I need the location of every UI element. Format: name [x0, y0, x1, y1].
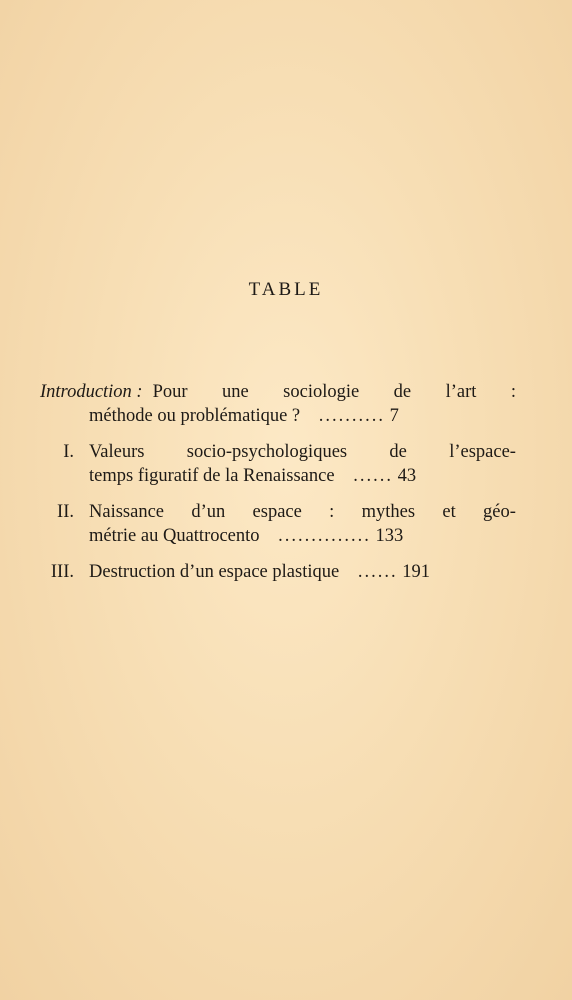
toc-entry-introduction	[40, 380, 516, 428]
toc-entry-chapter-2	[40, 500, 516, 548]
page-title: TABLE	[248, 279, 324, 300]
toc-page-number: 191	[402, 562, 430, 582]
toc-leader-dots: ......	[357, 562, 398, 582]
toc-entry-line	[89, 404, 516, 428]
toc-leader-dots: ..............	[278, 526, 371, 546]
toc-entry-line	[40, 380, 516, 404]
toc-page-number: 43	[397, 466, 417, 486]
toc-leader-dots: ......	[353, 466, 393, 486]
toc-entry-line	[89, 560, 516, 584]
toc-entry-line	[89, 524, 516, 548]
toc-leader-dots: ..........	[318, 406, 386, 426]
chapter-number: III.	[50, 562, 74, 582]
table-of-contents	[40, 380, 516, 596]
toc-entry-title-cont: temps figuratif de la Renaissance	[89, 466, 335, 486]
toc-entry-title-cont: métrie au Quattrocento	[89, 526, 260, 546]
toc-entry-title: Naissance d’un espace : mythes et géo-	[89, 502, 516, 522]
toc-entry-title: Destruction d’un espace plastique	[89, 562, 340, 582]
toc-entry-line	[89, 464, 516, 488]
toc-entry-title: Valeurs socio-psychologiques de l’espace-	[89, 442, 516, 462]
toc-entry-title-cont: méthode ou problématique ?	[89, 406, 301, 426]
toc-page-number: 7	[389, 406, 399, 426]
toc-entry-chapter-1	[40, 440, 516, 488]
toc-entry-label: Introduction :	[40, 382, 143, 402]
chapter-number: I.	[63, 442, 74, 462]
toc-entry-chapter-3	[40, 560, 516, 584]
toc-entry-title: Pour une sociologie de l’art :	[152, 382, 516, 402]
chapter-number: II.	[57, 502, 74, 522]
toc-page-number: 133	[375, 526, 404, 546]
